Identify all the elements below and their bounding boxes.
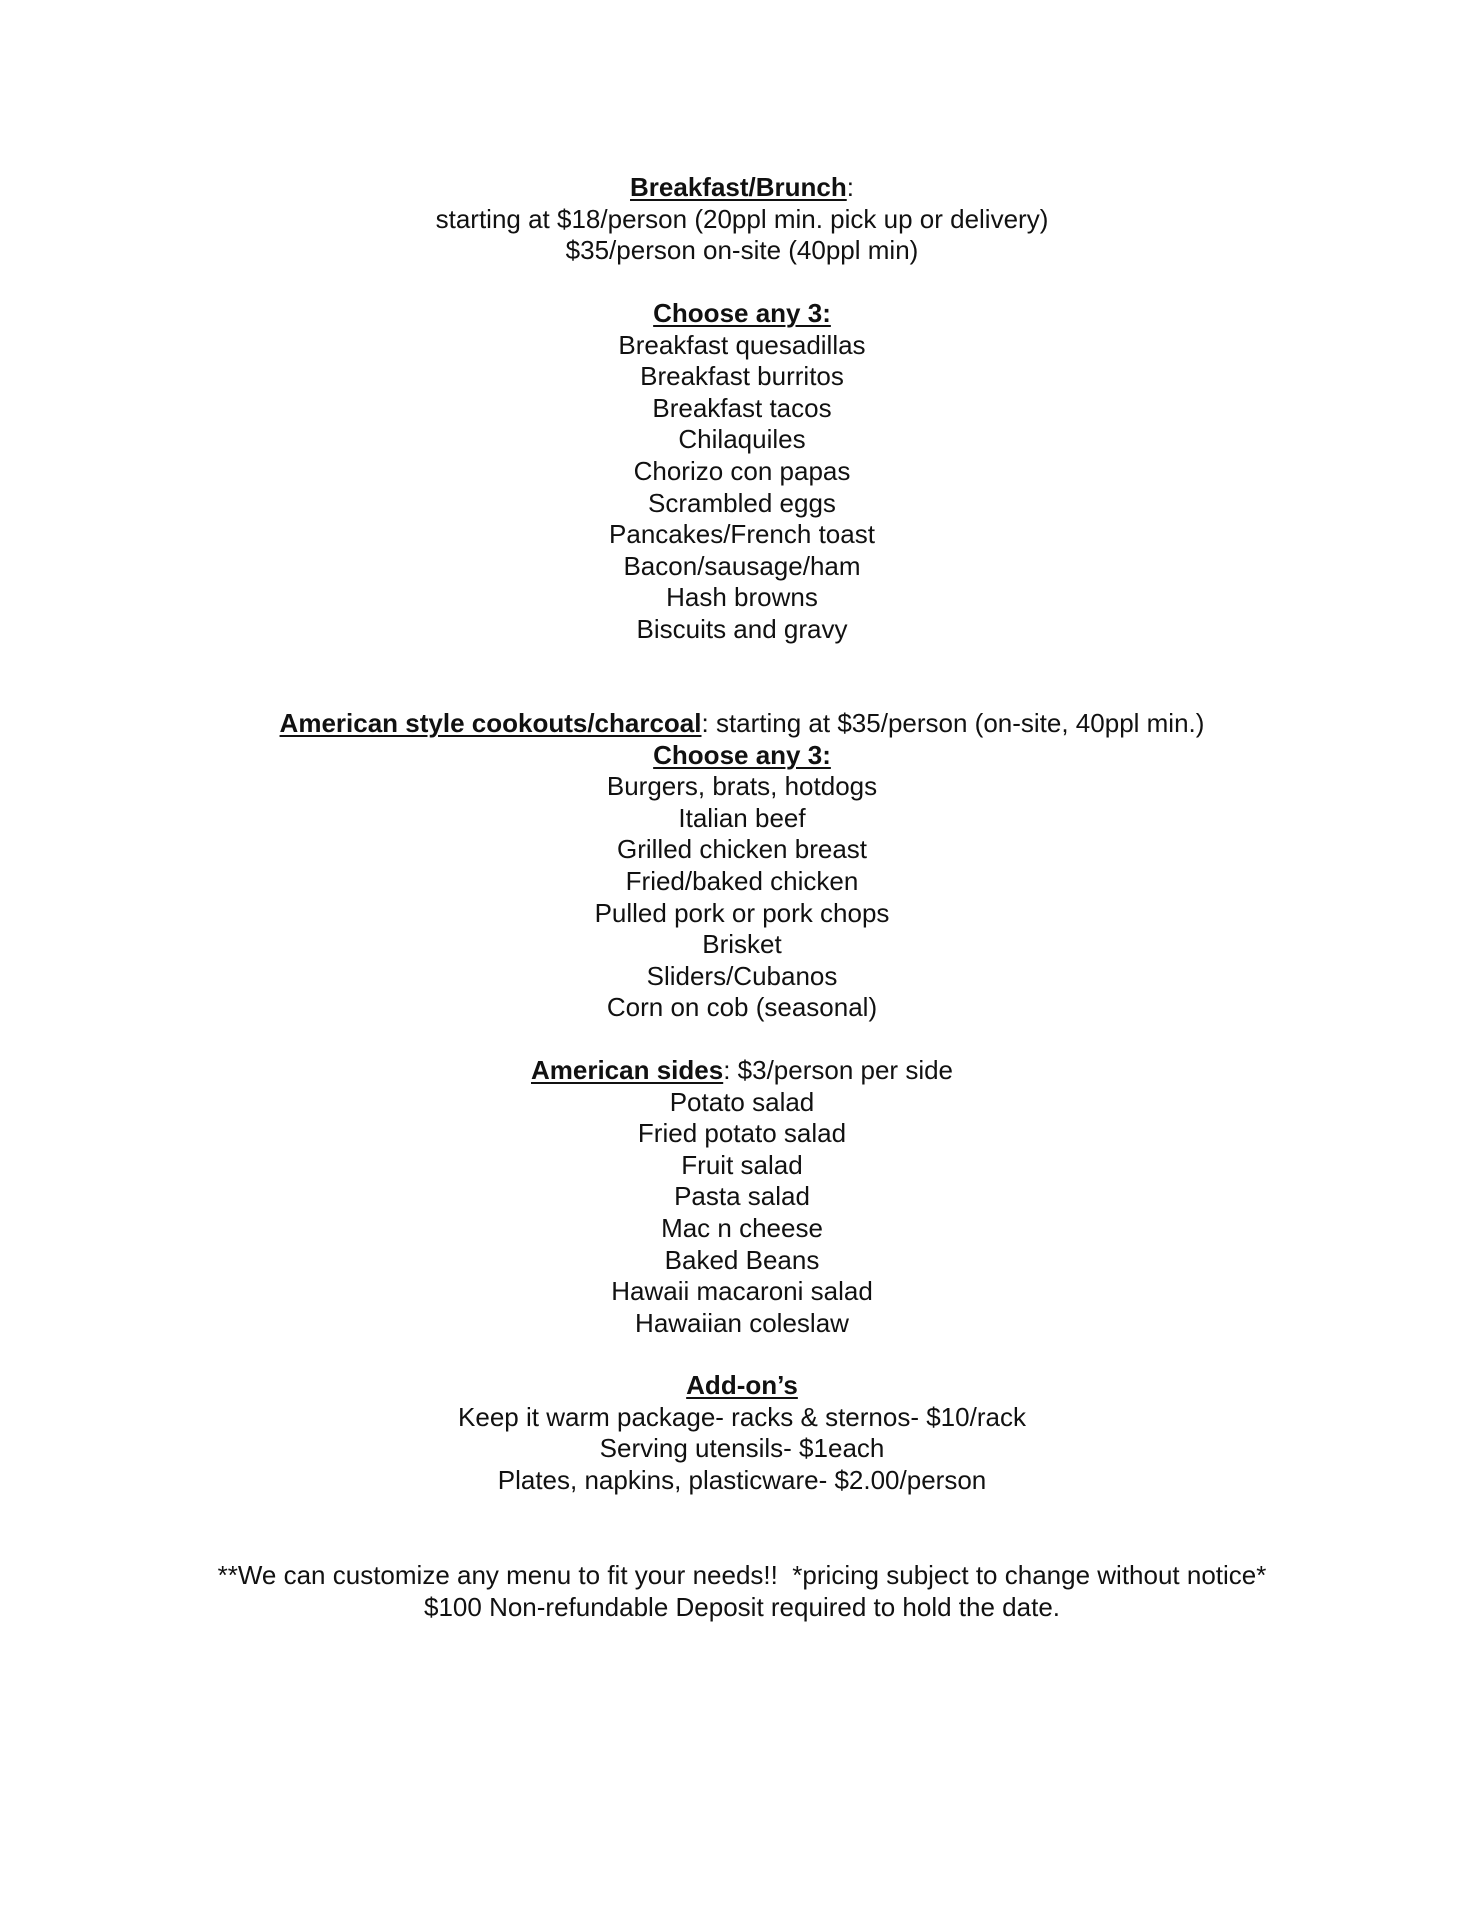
customize-note: **We can customize any menu to fit your needs!! *pricing subject to change without notice* [217, 1560, 1267, 1590]
footer-notes [0, 1560, 1484, 1623]
breakfast-section [0, 172, 1484, 267]
breakfast-choose-label: Choose any 3: [653, 298, 831, 328]
sides-section [0, 1055, 1484, 1339]
sides-heading-suffix: : $3/person per side [723, 1055, 954, 1085]
list-item: Brisket [702, 929, 782, 960]
list-item: Biscuits and gravy [636, 613, 848, 644]
deposit-note: $100 Non-refundable Deposit required to hold the date. [424, 1591, 1060, 1622]
breakfast-heading: Breakfast/Brunch [630, 172, 847, 202]
list-item: Baked Beans [664, 1244, 820, 1275]
list-item: Burgers, brats, hotdogs [606, 771, 878, 802]
list-item: Sliders/Cubanos [646, 960, 838, 991]
addons-section [0, 1370, 1484, 1496]
cookout-choose-label: Choose any 3: [653, 739, 831, 770]
breakfast-price-line-2: $35/person on-site (40ppl min) [565, 235, 919, 266]
cookout-item-list [0, 771, 1484, 1024]
breakfast-choices [0, 298, 1484, 646]
list-item: Pasta salad [674, 1181, 810, 1212]
list-item: Fruit salad [681, 1149, 803, 1180]
list-item: Bacon/sausage/ham [623, 550, 861, 581]
list-item: Fried/baked chicken [625, 865, 859, 896]
addons-item-list [0, 1402, 1484, 1497]
list-item: Chorizo con papas [633, 455, 851, 486]
list-item: Serving utensils- $1each [599, 1433, 885, 1464]
list-item: Scrambled eggs [648, 487, 836, 518]
list-item: Breakfast tacos [652, 392, 832, 423]
cookout-section [0, 708, 1484, 1024]
sides-item-list [0, 1087, 1484, 1340]
list-item: Plates, napkins, plasticware- $2.00/person [497, 1464, 987, 1495]
breakfast-heading-suffix: : [846, 172, 854, 202]
list-item: Breakfast quesadillas [618, 329, 866, 360]
breakfast-price-line-1: starting at $18/person (20ppl min. pick up or delivery) [435, 203, 1049, 234]
sides-heading: American sides [530, 1055, 724, 1085]
list-item: Pulled pork or pork chops [594, 897, 890, 928]
sides-heading-line [0, 1055, 1484, 1087]
list-item: Fried potato salad [637, 1118, 847, 1149]
breakfast-heading-line [0, 172, 1484, 204]
list-item: Hawaii macaroni salad [611, 1276, 873, 1307]
list-item: Potato salad [669, 1086, 815, 1117]
list-item: Chilaquiles [678, 424, 806, 455]
list-item: Corn on cob (seasonal) [606, 992, 878, 1023]
list-item: Grilled chicken breast [617, 834, 867, 865]
cookout-heading-line [0, 708, 1484, 740]
list-item: Italian beef [678, 802, 806, 833]
breakfast-item-list [0, 330, 1484, 646]
list-item: Mac n cheese [661, 1212, 823, 1243]
cookout-heading-suffix: : starting at $35/person (on-site, 40ppl min.) [701, 708, 1205, 738]
list-item: Hawaiian coleslaw [635, 1307, 849, 1338]
list-item: Pancakes/French toast [609, 519, 875, 550]
cookout-heading: American style cookouts/charcoal [279, 708, 702, 738]
list-item: Hash browns [666, 582, 818, 613]
addons-heading: Add-on’s [686, 1370, 798, 1400]
list-item: Breakfast burritos [640, 361, 844, 392]
list-item: Keep it warm package- racks & sternos- $10/rack [458, 1401, 1026, 1432]
